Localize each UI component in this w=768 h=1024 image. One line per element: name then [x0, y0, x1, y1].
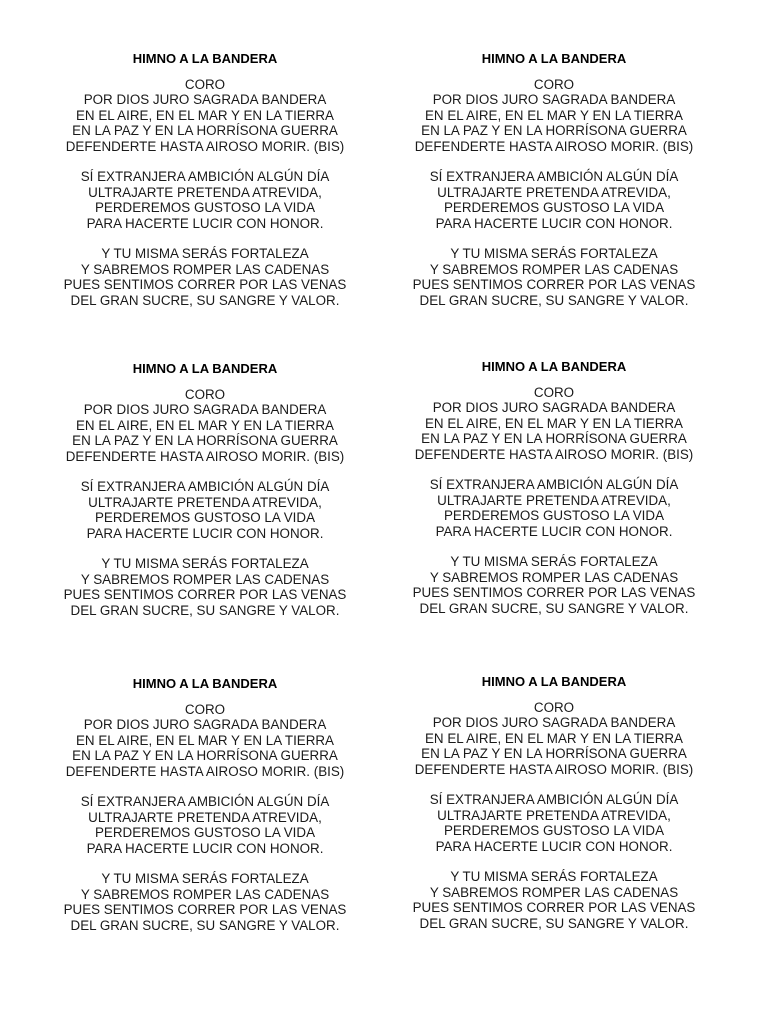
- verse-stanza: [35, 556, 375, 618]
- stanza-line: PARA HACERTE LUCIR CON HONOR.: [86, 215, 324, 231]
- stanza-line: CORO: [533, 385, 575, 400]
- stanza-line: PUES SENTIMOS CORRER POR LAS VENAS: [63, 277, 347, 293]
- stanza-line: CORO: [184, 387, 226, 402]
- stanza-line: CORO: [184, 77, 226, 92]
- stanza-line: PERDEREMOS GUSTOSO LA VIDA: [94, 825, 315, 841]
- anthem-card: [35, 51, 375, 308]
- stanza-line: EN LA PAZ Y EN LA HORRÍSONA GUERRA: [72, 123, 338, 139]
- anthem-card: [35, 676, 375, 933]
- chorus-stanza: [35, 387, 375, 464]
- stanza-line: DEFENDERTE HASTA AIROSO MORIR. (BIS): [65, 763, 345, 779]
- chorus-stanza: [384, 700, 724, 777]
- stanza-line: PERDEREMOS GUSTOSO LA VIDA: [94, 200, 315, 216]
- verse-stanza: [35, 871, 375, 933]
- verse-stanza: [35, 169, 375, 231]
- card-title: HIMNO A LA BANDERA: [132, 361, 278, 376]
- stanza-line: Y TU MISMA SERÁS FORTALEZA: [450, 869, 658, 885]
- verse-stanza: [35, 794, 375, 856]
- anthem-card: [384, 51, 724, 308]
- stanza-line: PERDEREMOS GUSTOSO LA VIDA: [443, 823, 664, 839]
- stanza-line: EN LA PAZ Y EN LA HORRÍSONA GUERRA: [421, 431, 687, 447]
- verse-stanza: [384, 477, 724, 539]
- card-title: HIMNO A LA BANDERA: [481, 674, 627, 689]
- card-title: HIMNO A LA BANDERA: [481, 359, 627, 374]
- stanza-line: PUES SENTIMOS CORRER POR LAS VENAS: [63, 587, 347, 603]
- stanza-line: EN EL AIRE, EN EL MAR Y EN LA TIERRA: [425, 730, 683, 746]
- stanza-line: PERDEREMOS GUSTOSO LA VIDA: [443, 200, 664, 216]
- stanza-line: DEFENDERTE HASTA AIROSO MORIR. (BIS): [414, 761, 694, 777]
- stanza-line: ULTRAJARTE PRETENDA ATREVIDA,: [88, 809, 322, 825]
- verse-stanza: [384, 792, 724, 854]
- stanza-line: Y SABREMOS ROMPER LAS CADENAS: [429, 884, 679, 900]
- verse-stanza: [384, 169, 724, 231]
- stanza-line: SÍ EXTRANJERA AMBICIÓN ALGÚN DÍA: [80, 479, 330, 495]
- stanza-line: ULTRAJARTE PRETENDA ATREVIDA,: [437, 492, 671, 508]
- stanza-line: CORO: [184, 702, 226, 717]
- stanza-line: PARA HACERTE LUCIR CON HONOR.: [435, 838, 673, 854]
- stanza-line: Y SABREMOS ROMPER LAS CADENAS: [429, 569, 679, 585]
- stanza-line: EN EL AIRE, EN EL MAR Y EN LA TIERRA: [76, 417, 334, 433]
- stanza-line: EN LA PAZ Y EN LA HORRÍSONA GUERRA: [421, 123, 687, 139]
- stanza-line: PERDEREMOS GUSTOSO LA VIDA: [94, 510, 315, 526]
- stanza-line: DEL GRAN SUCRE, SU SANGRE Y VALOR.: [419, 292, 689, 308]
- stanza-line: SÍ EXTRANJERA AMBICIÓN ALGÚN DÍA: [429, 792, 679, 808]
- stanza-line: DEFENDERTE HASTA AIROSO MORIR. (BIS): [414, 446, 694, 462]
- stanza-line: POR DIOS JURO SAGRADA BANDERA: [432, 400, 676, 416]
- stanza-line: Y TU MISMA SERÁS FORTALEZA: [101, 246, 309, 262]
- stanza-line: DEL GRAN SUCRE, SU SANGRE Y VALOR.: [419, 600, 689, 616]
- card-title: HIMNO A LA BANDERA: [132, 676, 278, 691]
- stanza-line: Y TU MISMA SERÁS FORTALEZA: [101, 556, 309, 572]
- stanza-line: EN LA PAZ Y EN LA HORRÍSONA GUERRA: [72, 433, 338, 449]
- stanza-line: ULTRAJARTE PRETENDA ATREVIDA,: [437, 184, 671, 200]
- verse-stanza: [35, 246, 375, 308]
- stanza-line: Y TU MISMA SERÁS FORTALEZA: [450, 246, 658, 262]
- stanza-line: DEFENDERTE HASTA AIROSO MORIR. (BIS): [65, 138, 345, 154]
- chorus-stanza: [35, 702, 375, 779]
- stanza-line: EN LA PAZ Y EN LA HORRÍSONA GUERRA: [421, 746, 687, 762]
- chorus-stanza: [35, 77, 375, 154]
- stanza-line: EN EL AIRE, EN EL MAR Y EN LA TIERRA: [76, 107, 334, 123]
- stanza-line: ULTRAJARTE PRETENDA ATREVIDA,: [88, 494, 322, 510]
- stanza-line: PARA HACERTE LUCIR CON HONOR.: [86, 840, 324, 856]
- stanza-line: Y SABREMOS ROMPER LAS CADENAS: [80, 886, 330, 902]
- stanza-line: POR DIOS JURO SAGRADA BANDERA: [432, 715, 676, 731]
- stanza-line: SÍ EXTRANJERA AMBICIÓN ALGÚN DÍA: [80, 169, 330, 185]
- stanza-line: PUES SENTIMOS CORRER POR LAS VENAS: [412, 900, 696, 916]
- stanza-line: DEFENDERTE HASTA AIROSO MORIR. (BIS): [65, 448, 345, 464]
- stanza-line: DEL GRAN SUCRE, SU SANGRE Y VALOR.: [70, 292, 340, 308]
- stanza-line: PARA HACERTE LUCIR CON HONOR.: [435, 215, 673, 231]
- stanza-line: Y TU MISMA SERÁS FORTALEZA: [450, 554, 658, 570]
- stanza-line: Y SABREMOS ROMPER LAS CADENAS: [80, 571, 330, 587]
- stanza-line: Y SABREMOS ROMPER LAS CADENAS: [80, 261, 330, 277]
- stanza-line: SÍ EXTRANJERA AMBICIÓN ALGÚN DÍA: [429, 169, 679, 185]
- stanza-line: EN LA PAZ Y EN LA HORRÍSONA GUERRA: [72, 748, 338, 764]
- stanza-line: DEL GRAN SUCRE, SU SANGRE Y VALOR.: [70, 602, 340, 618]
- verse-stanza: [384, 554, 724, 616]
- stanza-line: EN EL AIRE, EN EL MAR Y EN LA TIERRA: [425, 107, 683, 123]
- stanza-line: PARA HACERTE LUCIR CON HONOR.: [435, 523, 673, 539]
- stanza-line: DEL GRAN SUCRE, SU SANGRE Y VALOR.: [419, 915, 689, 931]
- stanza-line: POR DIOS JURO SAGRADA BANDERA: [83, 717, 327, 733]
- stanza-line: ULTRAJARTE PRETENDA ATREVIDA,: [437, 807, 671, 823]
- stanza-line: Y SABREMOS ROMPER LAS CADENAS: [429, 261, 679, 277]
- verse-stanza: [384, 869, 724, 931]
- anthem-card: [384, 674, 724, 931]
- verse-stanza: [35, 479, 375, 541]
- stanza-line: POR DIOS JURO SAGRADA BANDERA: [432, 92, 676, 108]
- stanza-line: EN EL AIRE, EN EL MAR Y EN LA TIERRA: [76, 732, 334, 748]
- stanza-line: SÍ EXTRANJERA AMBICIÓN ALGÚN DÍA: [80, 794, 330, 810]
- card-title: HIMNO A LA BANDERA: [481, 51, 627, 66]
- stanza-line: PERDEREMOS GUSTOSO LA VIDA: [443, 508, 664, 524]
- stanza-line: DEFENDERTE HASTA AIROSO MORIR. (BIS): [414, 138, 694, 154]
- verse-stanza: [384, 246, 724, 308]
- stanza-line: PARA HACERTE LUCIR CON HONOR.: [86, 525, 324, 541]
- stanza-line: POR DIOS JURO SAGRADA BANDERA: [83, 92, 327, 108]
- stanza-line: PUES SENTIMOS CORRER POR LAS VENAS: [412, 585, 696, 601]
- chorus-stanza: [384, 77, 724, 154]
- stanza-line: Y TU MISMA SERÁS FORTALEZA: [101, 871, 309, 887]
- stanza-line: CORO: [533, 700, 575, 715]
- stanza-line: EN EL AIRE, EN EL MAR Y EN LA TIERRA: [425, 415, 683, 431]
- chorus-stanza: [384, 385, 724, 462]
- stanza-line: PUES SENTIMOS CORRER POR LAS VENAS: [63, 902, 347, 918]
- card-title: HIMNO A LA BANDERA: [132, 51, 278, 66]
- anthem-card: [35, 361, 375, 618]
- stanza-line: CORO: [533, 77, 575, 92]
- stanza-line: ULTRAJARTE PRETENDA ATREVIDA,: [88, 184, 322, 200]
- stanza-line: PUES SENTIMOS CORRER POR LAS VENAS: [412, 277, 696, 293]
- stanza-line: DEL GRAN SUCRE, SU SANGRE Y VALOR.: [70, 917, 340, 933]
- stanza-line: POR DIOS JURO SAGRADA BANDERA: [83, 402, 327, 418]
- anthem-card: [384, 359, 724, 616]
- stanza-line: SÍ EXTRANJERA AMBICIÓN ALGÚN DÍA: [429, 477, 679, 493]
